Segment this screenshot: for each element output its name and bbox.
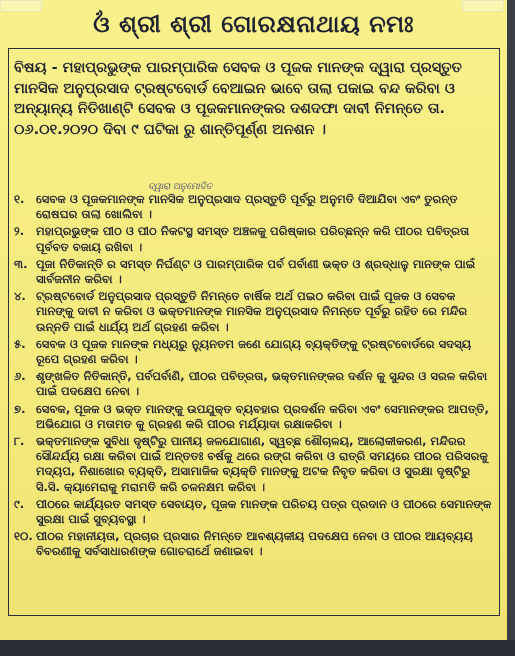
demand-text: ଭକ୍ତମାନଙ୍କ ସୁବିଧା ଦୃଷ୍ଟିରୁ ପାନୀୟ ଜଳଯୋଗାଣ, ସ୍ୱଚ୍ଛ ଶୌଚାଳୟ, ଆଲୋକୀକରଣ, ମନ୍ଦିରର ସୌନ୍ଦର୍ଯ୍ୟ ରକ୍ଷା କରିବା ପାଇଁ ଅନ୍ତତଃ ବର୍ଷକୁ ଥରେ ରଙ୍ଗ କରିବା ଓ ରାତ୍ରି ସମୟରେ ପୀଠର ପରିସରକୁ ମଦ୍ୟପ, ନିଶାଖୋର ବ୍ୟକ୍ତି, ଅସାମାଜିକ ବ୍ୟକ୍ତି ମାନଙ୍କୁ ଅଟକ ନିବୃତ କରିବା ଓ ସୁରକ୍ଷା ଦୃଷ୍ଟିରୁ ସି.ସି. କ୍ୟାମେରାକୁ ମରାମତି କରି ଚଳନକ୍ଷମ କରିବା ।	[36, 434, 488, 494]
demand-text: ସେବକ ଓ ପୂଜକମାନଙ୍କ ମାନସିକ ଅନୁପ୍ରସାଦ ପ୍ରସ୍ତୁତି ପୂର୍ବରୁ ଅନୁମତି ଦିଆଯିବା ଏବଂ ତୁରନ୍ତ ରୋଷଘର ତାଲା ଖୋଲିବା ।	[36, 192, 458, 222]
demand-item	[14, 434, 494, 495]
demand-number: ୧.	[14, 192, 25, 206]
demand-number: ୯.	[14, 496, 25, 511]
demand-text: ଶୃଙ୍ଖଳିତ ନିତିକାନ୍ତି, ପର୍ବପର୍ବାଣି, ପୀଠର ପବିତ୍ରତା, ଭକ୍ତମାନଙ୍କର ଦର୍ଶନ କୁ ସୁନ୍ଦର ଓ ସରଳ କରିବା ପାଇଁ ପଦକ୍ଷେପ ନେବା ।	[36, 369, 488, 399]
demand-item	[14, 192, 494, 222]
demand-item	[14, 529, 494, 559]
demand-number: ୨.	[14, 224, 25, 239]
demand-item	[14, 369, 494, 399]
demand-item	[14, 224, 494, 254]
demand-number: ୫.	[14, 336, 26, 351]
demand-list	[14, 192, 494, 562]
demand-item	[14, 257, 494, 287]
demand-number: ୬.	[14, 369, 26, 384]
demand-text: ପୀଠର ମହାନୀୟତା, ପ୍ରଚାର ପ୍ରସାର ନିମନ୍ତେ ଆବଶ୍ୟକୀୟ ପଦକ୍ଷେପ ନେବା ଓ ପୀଠର ଆୟବ୍ୟୟ ବିବରଣୀକୁ ସର୍ବସାଧାରଣଙ୍କ ଗୋଚରାର୍ଥେ ଜଣାଇବା ।	[36, 529, 473, 559]
demand-number: ୪.	[14, 289, 26, 304]
demand-number: ୧୦.	[14, 529, 33, 544]
demand-item	[14, 337, 494, 367]
demand-item	[14, 289, 494, 335]
notice-subject: ବିଷୟ - ମହାପ୍ରଭୁଙ୍କ ପାରମ୍ପାରିକ ସେବକ ଓ ପୂଜକ ମାନଙ୍କ ଦ୍ୱାରା ପ୍ରସ୍ତୁତ ମାନସିକ ଅନୁପ୍ରସାଦ ଟ୍ରଷ୍ଟବୋର୍ଡ ବେଆଇନ ଭାବେ ତାଲା ପକାଇ ବନ୍ଦ କରିବା ଓ ଅନ୍ୟାନ୍ୟ ନିତିଖାଣ୍ଟି ସେବକ ଓ ପୂଜକମାନଙ୍କର ଦଶଦଫା ଦାବୀ ନିମନ୍ତେ ତା. ୦୬.୦୧.୨୦୨୦ ଦିବା ୯ ଘଟିକା ରୁ ଶାନ୍ତିପୂର୍ଣ୍ଣ ଅନଶନ ।	[14, 60, 462, 138]
demand-text: ପୀଠରେ କାର୍ଯ୍ୟରତ ସମସ୍ତ ସେବାୟତ, ପୂଜକ ମାନଙ୍କ ପରିଚୟ ପତ୍ର ପ୍ରଦାନ ଓ ପୀଠରେ ସେମାନଙ୍କ ସୁରକ୍ଷା ପାଇଁ ସୁବ୍ୟବସ୍ଥା ।	[36, 496, 492, 527]
notice-title: ଓଁ ଶ୍ରୀ ଶ୍ରୀ ଗୋରକ୍ଷନାଥାୟ ନମଃ	[93, 10, 414, 38]
background-edge	[507, 0, 515, 656]
demand-text: ସେବକ ଓ ପୂଜକ ମାନଙ୍କ ମଧ୍ୟରୁ ନ୍ୟୁନତମ ଜଣେ ଯୋଗ୍ୟ ବ୍ୟକ୍ତିଙ୍କୁ ଟ୍ରଷ୍ଟବୋର୍ଡରେ ସଦସ୍ୟ ରୂପେ ଗ୍ରହଣ କରିବା ।	[36, 336, 472, 367]
demand-text: ମହାପ୍ରଭୁଙ୍କ ପୀଠ ଓ ପୀଠ ନିକଟସ୍ଥ ସମସ୍ତ ଅଞ୍ଚଳକୁ ପରିଷ୍କାର ପରିଚ୍ଛନ୍ନ କରି ପୀଠର ପବିତ୍ରତା ପୂର୍ବବତ ବଜାୟ ରଖିବା ।	[36, 224, 470, 254]
demand-item	[14, 497, 494, 527]
demand-number: ୭.	[14, 401, 26, 416]
background-edge	[0, 640, 515, 656]
demand-text: ସେବକ, ପୂଜକ ଓ ଭକ୍ତ ମାନଙ୍କୁ ଉପଯୁକ୍ତ ବ୍ୟବହାର ପ୍ରଦର୍ଶନ କରିବା ଏବଂ ସେମାନଙ୍କର ଆପତ୍ତି, ଅଭିଯୋଗ ଓ ମତାମତ କୁ ଗ୍ରହଣ କରି ପୀଠର ମର୍ଯ୍ୟାଦା ରକ୍ଷାକରିବା ।	[36, 401, 489, 431]
handwritten-note: ଦ୍ୱାରା ଅନୁମୋଦିତ	[148, 182, 213, 192]
demand-text: ଟ୍ରଷ୍ଟବୋର୍ଡ ଅନୁପ୍ରସାଦ ପ୍ରସ୍ତୁତି ନିମନ୍ତେ ବାର୍ଷିକ ଅର୍ଥ ପଇଠ କରିବା ପାଇଁ ପୂଜକ ଓ ସେବକ ମାନଙ୍କୁ ଦାବୀ ନ କରିବା ଓ ଭକ୍ତମାନଙ୍କ ମାନସିକ ଅନୁପ୍ରସାଦ ନିମନ୍ତେ ପୂର୍ବରୁ ରହିତ ରେ ମନ୍ଦିର ଉନ୍ନତି ପାଇଁ ଧାର୍ଯ୍ୟ ଅର୍ଥ ଗ୍ରହଣ କରିବା ।	[36, 289, 468, 334]
demand-item	[14, 402, 494, 432]
demand-number: ୩.	[14, 256, 28, 271]
demand-number: ୮.	[14, 434, 25, 449]
demand-text: ପୂଜା ନିତିକାନ୍ତି ର ସମସ୍ତ ନିର୍ଘଣ୍ଟ ଓ ପାରମ୍ପାରିକ ପର୍ବ ପର୍ବାଣୀ ଭକ୍ତ ଓ ଶ୍ରଦ୍ଧାଳୁ ମାନଙ୍କ ପାଇଁ ସାର୍ବଜନୀନ କରିବା ।	[36, 256, 476, 287]
